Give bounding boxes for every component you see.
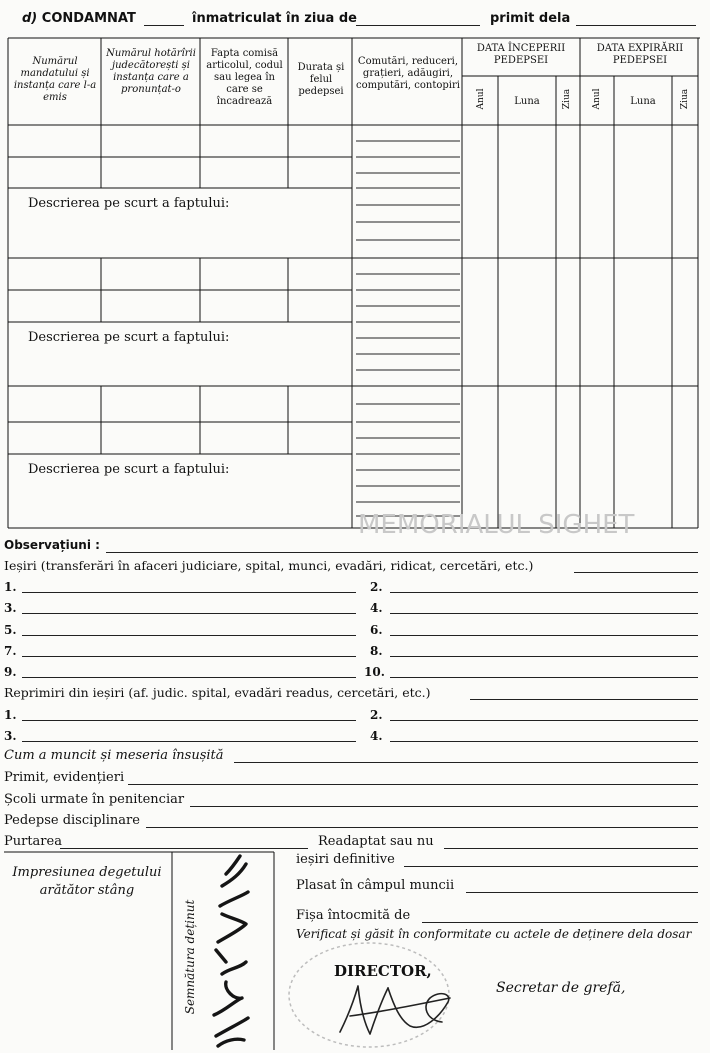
return-number: 4.: [370, 729, 383, 743]
end-day-label: Ziua: [680, 88, 690, 110]
group-header-start-date: DATA ÎNCEPERII PEDEPSEI: [476, 43, 566, 66]
director-label: DIRECTOR,: [334, 962, 432, 980]
fingerprint-label: Impresiunea degetului arătător stâng: [12, 865, 162, 898]
col-header-judgment: Numărul hotărîrii judecătorești și instanța care a pronunțat-o: [106, 48, 196, 95]
description-label-2: Descrierea pe scurt a faptului:: [28, 330, 230, 345]
exits-label: Ieșiri (transferări în afaceri judiciare, spital, munci, evadări, ridicat, cercetări, etc.): [4, 558, 534, 573]
observations-label: Observațiuni :: [4, 538, 100, 552]
schools-label: Școli urmate în penitenciar: [4, 792, 185, 807]
director-signature-icon: [330, 976, 460, 1042]
received-evidence-label: Primit, evidențieri: [4, 770, 125, 785]
work-label: Cum a muncit și meseria însușită: [4, 748, 224, 763]
exit-number: 10.: [364, 665, 385, 679]
description-label-1: Descrierea pe scurt a faptului:: [28, 196, 230, 211]
exit-number: 4.: [370, 601, 383, 615]
col-header-offense: Fapta comisă articolul, codul sau legea în care se încadrează: [206, 48, 283, 107]
readapted-label: Readaptat sau nu: [318, 834, 434, 849]
signature-label: Semnătura deținut: [183, 899, 197, 1015]
end-year-label: Anul: [592, 88, 602, 110]
col-header-duration: Durata și felul pedepsei: [297, 62, 345, 97]
exit-number: 2.: [370, 580, 383, 594]
end-month-label: Luna: [630, 96, 656, 107]
return-number: 1.: [4, 708, 17, 722]
start-day-label: Ziua: [562, 88, 572, 110]
punishments-label: Pedepse disciplinare: [4, 813, 140, 828]
group-header-end-date: DATA EXPIRĂRII PEDEPSEI: [596, 43, 684, 66]
returns-label: Reprimiri din ieșiri (af. judic. spital, evadări readus, cercetări, etc.): [4, 685, 431, 700]
registered-label: înmatriculat în ziua de: [192, 11, 357, 26]
work-field-line[interactable]: [466, 892, 698, 893]
behavior-label: Purtarea: [4, 834, 62, 849]
exit-number: 1.: [4, 580, 17, 594]
secretary-label: Secretar de grefă,: [496, 980, 626, 996]
verified-label: Verificat și găsit în conformitate cu actele de deținere dela dosar: [296, 927, 692, 941]
received-label: primit dela: [490, 11, 571, 26]
exit-number: 7.: [4, 644, 17, 658]
work-field-label: Plasat în câmpul muncii: [296, 878, 455, 893]
return-number: 2.: [370, 708, 383, 722]
sheet-prepared-line[interactable]: [422, 922, 698, 923]
start-month-label: Luna: [514, 96, 540, 107]
col-header-mandate: Numărul mandatului și instanța care l-a emis: [13, 56, 97, 103]
exit-number: 9.: [4, 665, 17, 679]
final-exits-line[interactable]: [404, 866, 698, 867]
watermark: MEMORIALUL SIGHET: [358, 510, 635, 540]
sheet-prepared-label: Fișa întocmită de: [296, 908, 411, 923]
description-label-3: Descrierea pe scurt a faptului:: [28, 462, 230, 477]
return-number: 3.: [4, 729, 17, 743]
exit-number: 3.: [4, 601, 17, 615]
fingerprint-box: [14, 910, 164, 1040]
exit-number: 5.: [4, 623, 17, 637]
section-prefix: d): [22, 11, 38, 26]
start-year-label: Anul: [476, 88, 486, 110]
col-header-commutations: Comutări, reduceri, grațieri, adăugiri, computări, contopiri: [356, 56, 460, 91]
exit-number: 6.: [370, 623, 383, 637]
form-title: CONDAMNAT: [41, 11, 136, 26]
final-exits-label: ieșiri definitive: [296, 852, 395, 867]
exit-number: 8.: [370, 644, 383, 658]
handwritten-signature-icon: [196, 850, 268, 1050]
